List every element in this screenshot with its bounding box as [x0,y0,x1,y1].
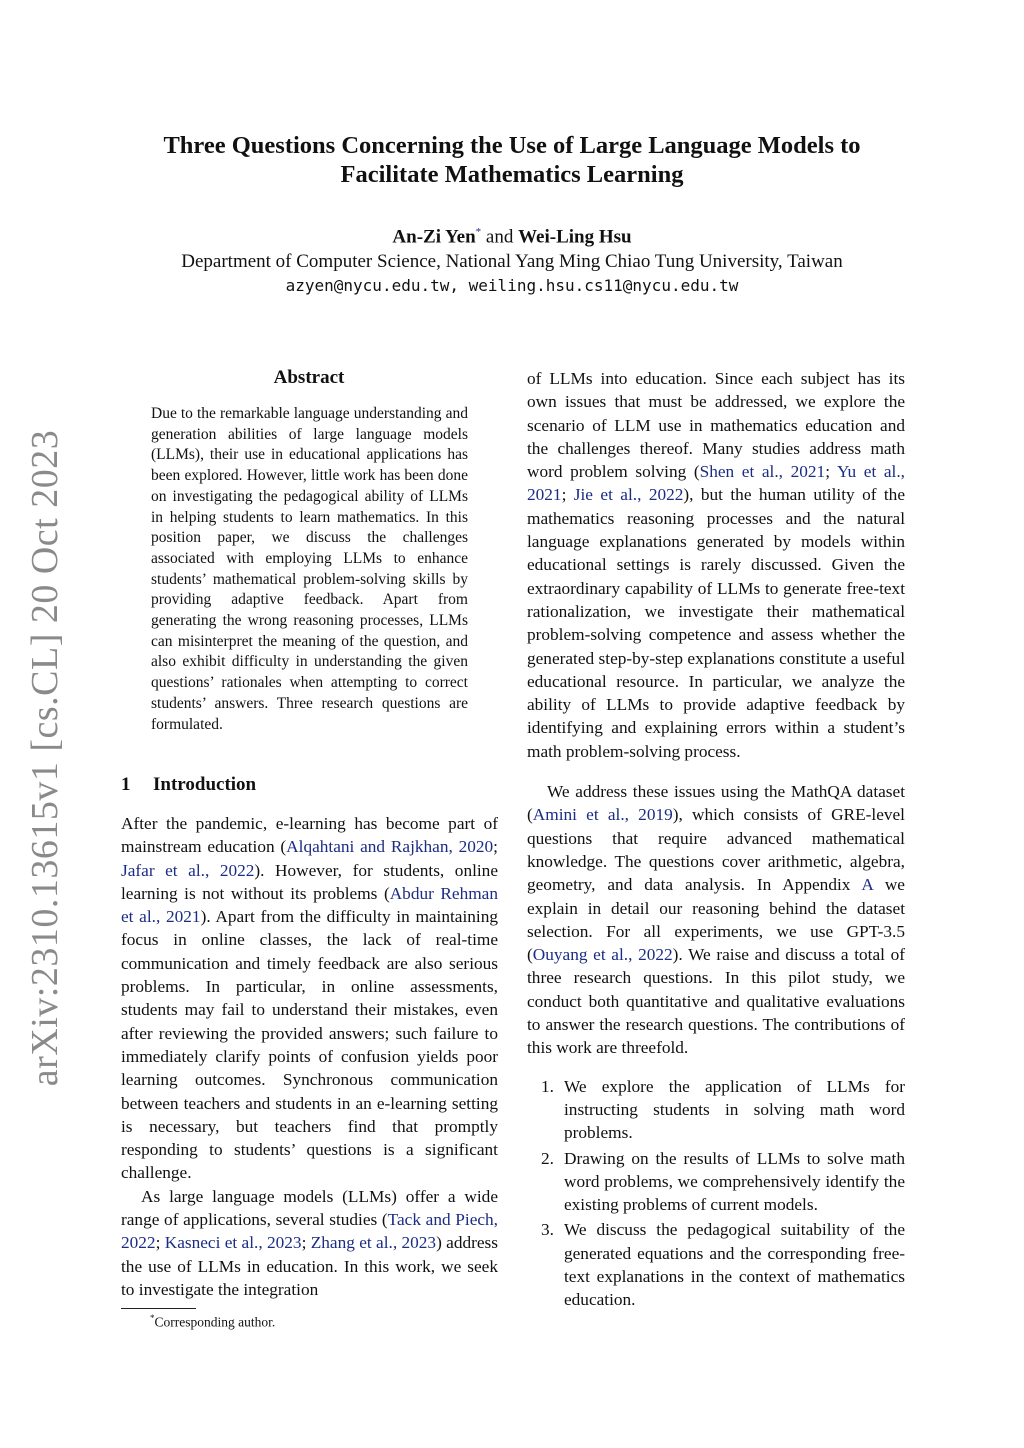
author-conjunction: and [485,226,514,248]
footnote-rule [121,1308,196,1309]
list-item-text: We discuss the pedagogical suitability of the generated equations and the corresponding free-text explanations in the context of mathematics education. [564,1220,905,1310]
arxiv-identifier: arXiv:2310.13615v1 [cs.CL] 20 Oct 2023 [24,429,66,1087]
intro-paragraph-3 [527,367,905,763]
corresponding-author-mark[interactable]: * [475,226,482,238]
text-run: of LLMs into education. Since each subject has its own issues that must be addressed, we explore the scenario of LLM use in mathematics education and the challenges thereof. Many studies address math word problem solving ( [527,369,905,482]
list-item-text: Drawing on the results of LLMs to solve math word problems, we comprehensively identify the existing problems of current models. [564,1148,905,1215]
citation-link[interactable]: Jie et al., 2022 [573,485,684,505]
text-run: we explain in detail our reasoning behind the dataset selection. For all experiments, we use GPT-3.5 ( [527,875,905,965]
list-item-number: 3. [541,1220,554,1240]
footnote [150,1313,275,1331]
list-item-text: We explore the application of LLMs for instructing students in solving math word problems. [564,1076,905,1143]
section-heading-introduction [121,774,256,796]
citation-link[interactable]: Yu et al., 2021 [527,462,905,505]
citation-link[interactable]: Kasneci et al., 2023 [164,1233,302,1253]
abstract-text: Due to the remarkable language understanding and generation abilities of large language models (LLMs), their use in educational applications has been explored. However, little work has been done on investigating the pedagogical ability of LLMs in helping students to learn mathematics. In this position paper, we discuss the challenges associated with employing LLMs to enhance students’ mathematical problem-solving skills by providing adaptive feedback. Apart from generating the wrong reasoning processes, LLMs can misinterpret the meaning of the question, and also exhibit difficulty in understanding the given questions’ rationales when attempting to correct students’ answers. Three research questions are formulated. [151,405,468,733]
citation-link[interactable]: Ouyang et al., 2022 [532,945,673,965]
abstract-heading: Abstract [273,367,345,388]
title-line-1: Three Questions Concerning the Use of Large Language Models to [163,132,861,159]
footnote-text: Corresponding author. [154,1314,276,1330]
citation-link[interactable]: Tack and Piech, 2022 [121,1210,498,1253]
left-column-body [121,812,498,1301]
author-2: Wei-Ling Hsu [518,226,632,248]
contributions-list [527,1075,905,1312]
citation-link[interactable]: Amini et al., 2019 [532,805,673,825]
section-title: Introduction [153,774,257,795]
intro-paragraph-4 [527,780,905,1060]
text-run: ; [301,1233,311,1253]
list-item [527,1147,905,1217]
text-run: ; [561,485,574,505]
intro-paragraph-1 [121,812,498,1185]
email-separator: , [449,276,460,295]
text-run: ; [155,1233,165,1253]
text-run: ), but the human utility of the mathematics reasoning processes and the natural language explanations generated by models within educational settings is rarely discussed. Given the extraordinary capability of LLMs to generate free-text rationalization, we investigate their mathematical problem-solving competence and assess whether the generated step-by-step explanations constitute a useful educational resource. In particular, we analyze the ability of LLMs to provide adaptive feedback by identifying and explaining errors within a student’s math problem-solving process. [527,485,905,761]
appendix-link[interactable]: A [861,875,873,895]
author-line [120,226,904,248]
list-item-number: 2. [541,1148,554,1168]
arxiv-sidebar [18,429,72,1087]
text-run: ). We raise and discuss a total of three research questions. In this pilot study, we conduct both quantitative and qualitative evaluations to answer the research questions. The contributions of this work are threefold. [527,945,905,1058]
affiliation: Department of Computer Science, National Yang Ming Chiao Tung University, Taiwan [181,251,843,272]
text-run: After the pandemic, e-learning has become part of mainstream education ( [121,814,498,857]
footnote-mark: * [150,1313,155,1323]
email-1[interactable]: azyen@nycu.edu.tw [285,276,450,295]
citation-link[interactable]: Alqahtani and Rajkhan, 2020 [286,837,494,857]
title-line-2: Facilitate Mathematics Learning [340,161,684,188]
text-run: We address these issues using the MathQA dataset ( [527,782,905,825]
email-2[interactable]: weiling.hsu.cs11@nycu.edu.tw [468,276,739,295]
text-run: ; [825,462,837,482]
citation-link[interactable]: Zhang et al., 2023 [310,1233,437,1253]
section-number: 1 [121,774,131,795]
text-run: ; [493,837,498,857]
intro-paragraph-2 [121,1185,498,1301]
emails [120,276,904,295]
text-run: ) address the use of LLMs in education. In this work, we seek to investigate the integration [121,1233,499,1299]
author-1: An-Zi Yen [392,226,476,248]
citation-link[interactable]: Shen et al., 2021 [699,462,826,482]
text-run: As large language models (LLMs) offer a wide range of applications, several studies ( [121,1186,498,1230]
citation-link[interactable]: Abdur Rehman et al., 2021 [121,883,498,927]
list-item [527,1218,905,1311]
right-column-body [527,367,905,1314]
text-run: ). Apart from the difficulty in maintaining focus in online classes, the lack of real-time communication and timely feedback are also serious problems. In particular, in online assessments, students may fail to understand their mistakes, even after reviewing the provided answers; such failure to immediately clarify points of confusion yields poor learning outcomes. Synchronous communication between teachers and students in an e-learning setting is necessary, but teachers find that promptly responding to students’ questions is a significant challenge. [121,907,498,1183]
text-run: ), which consists of GRE-level questions that require advanced mathematical knowledge. The questions cover arithmetic, algebra, geometry, and data analysis. In Appendix [527,805,905,895]
paper-title [120,131,904,189]
list-item [527,1075,905,1145]
list-item-number: 1. [541,1076,554,1096]
text-run: ). However, for students, online learning is not without its problems ( [121,860,498,903]
citation-link[interactable]: Jafar et al., 2022 [121,860,255,880]
